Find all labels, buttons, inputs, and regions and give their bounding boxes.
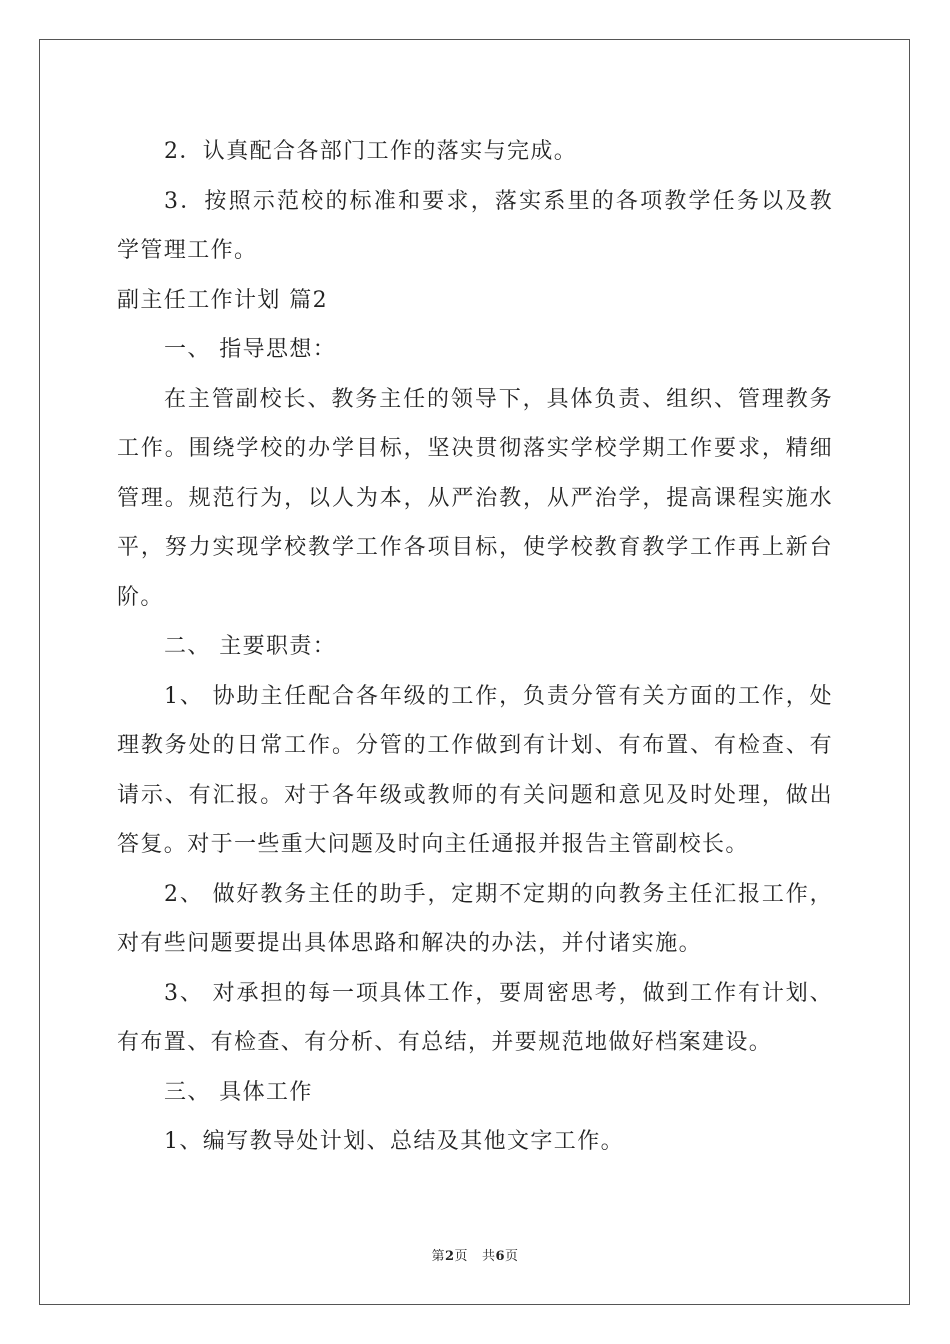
paragraph: 2、 做好教务主任的助手，定期不定期的向教务主任汇报工作，对有些问题要提出具体思路和解决的办法，并付诸实施。 <box>117 881 833 956</box>
subheading: 二、 主要职责： <box>164 634 337 659</box>
page-footer <box>0 1245 950 1264</box>
subheading: 三、 具体工作 <box>164 1079 313 1105</box>
paragraph: 2．认真配合各部门工作的落实与完成。 <box>164 139 578 164</box>
paragraph: 3、 对承担的每一项具体工作，要周密思考，做到工作有计划、有布置、有检查、有分析、有总结，并要规范地做好档案建设。 <box>117 980 833 1055</box>
page-prefix: 第 <box>431 1249 445 1264</box>
paragraph: 1、编写教导处计划、总结及其他文字工作。 <box>164 1129 624 1154</box>
paragraph: 1、 协助主任配合各年级的工作，负责分管有关方面的工作，处理教务处的日常工作。分管的工作做到有计划、有布置、有检查、有请示、有汇报。对于各年级或教师的有关问题和意见及时处理，做出答复。对于一些重大问题及时向主任通报并报告主管副校长。 <box>117 683 833 857</box>
subheading: 一、 指导思想： <box>164 337 337 362</box>
paragraph: 在主管副校长、教务主任的领导下，具体负责、组织、管理教务工作。围绕学校的办学目标，坚决贯彻落实学校学期工作要求，精细管理。规范行为，以人为本，从严治教，从严治学，提高课程实施水平，努力实现学校教学工作各项目标，使学校教育教学工作再上新台阶。 <box>117 386 833 610</box>
total-suffix: 页 <box>505 1249 519 1264</box>
section-heading: 副主任工作计划 篇2 <box>117 287 328 313</box>
total-prefix: 共 <box>481 1249 496 1264</box>
document-body <box>117 127 833 1167</box>
total-pages: 6 <box>495 1249 506 1264</box>
page-number: 2 <box>444 1249 455 1264</box>
page-suffix: 页 <box>454 1249 469 1264</box>
paragraph: 3．按照示范校的标准和要求，落实系里的各项教学任务以及教学管理工作。 <box>117 188 833 263</box>
